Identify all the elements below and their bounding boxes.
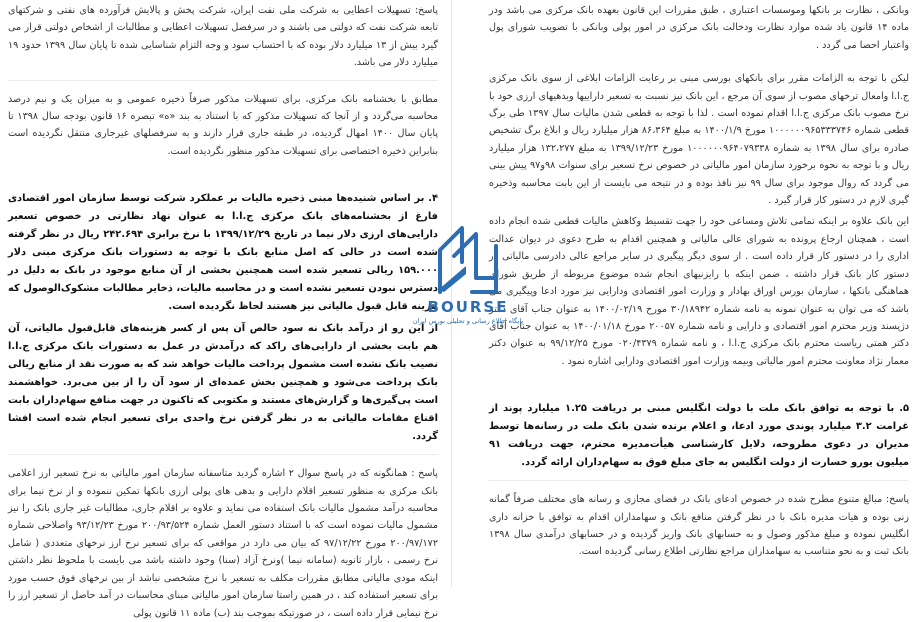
- answer-3-part-2: مطابق با بخشنامه بانک مرکزی، برای تسهیلات مذکور صرفاً ذخیره عمومی و به میزان یک و نیم درصد محاسبه می‌گردد و از آنجا که تسهیلات مذکور که با استناد به بند «ه» تبصره ۱۶ قانون بودجه سال ۱۳۹۸ تا پایان سال ۱۴۰۰ امهال گردیده، در طبقه جاری قرار دارند و به سرفصلهای غیرجاری منتقل نگردیده است بنابراین ذخیره اختصاصی برای تسهیلات مذکور منظور نگردیده است.: [8, 93, 439, 157]
- question-5: [489, 400, 909, 472]
- right-column: [489, 0, 909, 587]
- question-4: [8, 190, 438, 316]
- divider-line: [489, 480, 909, 481]
- logo-tagline: پایگاه اطلاع رسانی و تحلیلی بورس ایران: [412, 317, 524, 325]
- right-paragraph-1: وبانکی ، نظارت بر بانکها وموسسات اعتباری ، طبق مقررات این قانون بعهده بانک مرکزی می باشد ودر ماده ۱۴ قانون یاد شده موارد نظارت ودخالت بانک مرکزی در امور پولی وبانکی با تصویب شورای پول واعتبار احصا می گردد .: [489, 5, 909, 51]
- answer-5: پاسخ: مبالغ متنوع مطرح شده در خصوص ادعای بانک در فضای مجازی و رسانه های مختلف صرفاً گمانه زنی بوده و هیات مدیره بانک با در نظر گرفتن منافع بانک و سهامداران اقدام به توافق با خزانه داری انگلیس نموده و مبلغ مذکور وصول و به حسابهای بانک واریز گردیده و در حسابهای درآمدی سال ۱۳۹۸ بانک ثبت و به نحو متناسب به سهامداران مراجع نظارتی اطلاع رسانی گردیده است.: [489, 494, 909, 558]
- question-4-text: بر اساس شنیده‌ها مبنی ذخیره مالیات بر عملکرد شرکت توسط سازمان امور اقتصادی فارغ از بخشنامه‌های بانک مرکزی ج.ا.ا به عنوان نهاد نظارتی در خصوص تسعیر دارایی‌های ارزی دلار نیما در تاریخ ۱۳۹۹/۱۲/۲۹ با نرخ برابری ۲۴۲.۶۹۴ ریال در نظر گرفته شده است در حالی که اصل منابع بانک با توجه به دستورات بانک مرکزی مبنی دلار ۱۵۹.۰۰۰ ریالی تسعیر شده است همچنین بخشی از آن منابع موجود در بانک به دلیل در دسترس نبودن تسعیر نشده است و در محاسبه مالیات، ذخایر مطالبات مشکوک‌الوصول که هزینه قابل قبول مالیاتی نیز هستند لحاظ نگردیده است.: [8, 193, 438, 313]
- divider-line: [8, 454, 438, 455]
- answer-4: پاسخ : همانگونه که در پاسخ سوال ۲ اشاره گردید متاسفانه سازمان امور مالیاتی به نرخ تسعیر ارز اعلامی بانک مرکزی به منظور تسعیر اقلام دارایی و بدهی های پولی ارزی بانکها تمکین ننموده و از نرخ نیما برای محاسبه درآمد مشمول مالیات بانک استفاده می نماید و علاوه بر اقلام جاری، مطالبات غیر جاری بانک را نیز مشمول مالیات نموده است که با استناد دستور العمل شماره ۲۰۰/۹۳/۵۲۴ مورخ ۹۳/۱۲/۲۳ واصلاحی شماره ۲۰۰/۹۷/۱۷۲ مورخ ۹۷/۱۲/۲۲ که بیان می دارد در مواقعی که برای تسعیر نرخ ارز نرخهای متعددی ( شامل نرخ رسمی ، بازار ثانویه (سامانه نیما )ونرخ آزاد (سنا) وجود داشته باشد می بایست با ملحوظ نظر داشتن اینکه مودی مالیاتی مطابق مقررات مکلف به تسعیر با نرخ مشخصی نباشد از بین نرخهای فوق حسب مورد برای تسعیر استفاده کند ، در همین راستا سازمان امور مالیاتی مبنای محاسبات در آمد حاصل از تسعیر ارز را نرخ نیمایی قرار داده است ، در صورتیکه بموجب بند (ب) ماده ۱۱ قانون پولی: [8, 468, 438, 619]
- bourse-logo: [412, 222, 524, 334]
- question-5-text: با توجه به توافق بانک ملت با دولت انگلیس مبنی بر دریافت ۱.۲۵ میلیارد پوند از غرامت ۳.۲ میلیارد پوندی مورد ادعا، و اعلام برنده شدن بانک ملت در رسانه‌ها توسط مدیران در دعوی مطروحه، دلایل کارشناسی هیأت‌مدیره محترم، جهت دریافت ۹۱ میلیون یورو خسارت از دولت انگلیس به جای مبلغ فوق به سهام‌داران ارائه گردد.: [489, 403, 909, 469]
- logo-wordmark: BOURSE: [427, 298, 509, 316]
- bourse-logo-icon: [432, 222, 504, 296]
- left-column: [8, 0, 439, 619]
- divider-line: [8, 80, 438, 81]
- right-paragraph-2: لیکن با توجه به الزامات مقرر برای بانکهای بورسی مبنی بر رعایت الزامات ابلاغی از سوی بانک مرکزی ج.ا.ا وامعال ترخهای مصوب از سوی آن مرجع ، این بانک نیز نسبت به تسعیر داراییها وبدهیهای ارزی خود با نرخ مصوب بانک مرکزی ج.ا.ا اقدام نموده است . لذا با توجه به قطعی شدن مالیات سال ۱۳۹۷ طی برگ قطعی شماره ۱۰۰۰۰۰۰۹۶۵۳۳۳۷۴۶ مورخ ۱۴۰۰/۱/۹ به مبلغ ۸۶،۳۶۴ هزار میلیارد ریال و ابلاغ برگ تشخیص صادره برای سال ۱۳۹۸ به شماره ۱۰۰۰۰۰۰۹۶۴۰۷۹۳۳۸ مورخ ۱۳۹۹/۱۲/۲۳ به مبلغ ۱۳۲،۲۷۷ هزار میلیارد ریال و با توجه به نحوه برخورد سازمان امور مالیاتی در خصوص نرخ تسعیر برای سنوات ۹۸و۹۷ پیش بینی می گردد که روال موجود برای سال ۹۹ نیز نافذ بوده و در نتیجه می بایست از این بابت محاسبه وذخیره گیری لازم در دستور کار قرار گیرد .: [489, 73, 909, 207]
- right-paragraph-3: این بانک علاوه بر اینکه تمامی تلاش ومساعی خود را جهت تقسیط وکاهش مالیات قطعی شده انجام داده است ، همچنان ارجاع پرونده به شورای عالی مالیاتی و همچنین اقدام به طرح دعوی در دیوان عدالت اداری را در دستور کار قرار داده است . از سوی دیگر پیگیری در سایر مراجع عالی دادرسی مالیاتی در دستور کار بانک قرار داشته ، ضمن اینکه با رایزنیهای انجام شده موضوع مربوطه از طریق شورای هماهنگی بانکها ، سازمان بورس اوراق بهادار و وزارت امور اقتصادی ودارایی نیز مورد ادعا وپیگیری می باشد که می توان به عنوان نمونه به نامه شماره ۳۰/۱۸۹۴۲ مورخ ۱۴۰۰/۰۲/۱۹ به عنوان جناب آقای دکتر دژپسند وزیر محترم امور اقتصادی و دارایی و نامه شماره ۲۰۰۵۷ مورخ ۱۴۰۰/۰۱/۱۸ به عنوان جناب آقای دکتر همتی ریاست محترم بانک مرکزی ج.ا.ا ، و نامه شماره ۰۲۰/۴۳۷۹ مورخ ۹۹/۱۲/۲۵ به عنوان دکتر معمار نژاد معاونت محترم امور مالیاتی وبیمه وزارت امور اقتصادی ودارایی اشاره نمود .: [489, 216, 910, 367]
- answer-3-part-1: پاسخ: تسهیلات اعطایی به شرکت ملی نفت ایران، شرکت پخش و پالایش فرآورده های نفتی و شرکتهای تابعه شرکت نفت که دولتی می باشند و در سرفصل تسهیلات اعطایی و مطالبات از اشخاص دولتی قرار می گیرد بیش از ۱۳ میلیارد دلار بوده که با احتساب سود و وجه التزام شناسایی شده تا پایان سال ۱۳۹۹ حدود ۱۹ میلیارد دلار می باشد.: [8, 5, 438, 69]
- question-4-number: ۴.: [428, 193, 438, 205]
- question-5-number: ۵.: [899, 403, 909, 415]
- question-4-continued: از این رو از درآمد بانک نه سود خالص آن پس از کسر هزینه‌های قابل‌قبول مالیاتی، آن هم بابت بخشی از دارایی‌های راکد که درآمدش در عمل به دستورات بانک مرکزی ج.ا.ا نصیب بانک نشده است مشمول پرداخت مالیات خواهد شد که به صورت نقد از منابع ریالی بانک پرداخت می‌شود و همچنین بخش عمده‌ای از سود آن را از بین می‌برد. خواهشمند است پی‌گیری‌ها و گزارش‌های مستند و مکتوبی که تاکنون در جهت منافع سهام‌داران بابت اقناع مقامات مالیاتی به در نظر گرفتن نرخ واحدی برای تسعیر انجام شده است افشا گردد.: [8, 323, 438, 443]
